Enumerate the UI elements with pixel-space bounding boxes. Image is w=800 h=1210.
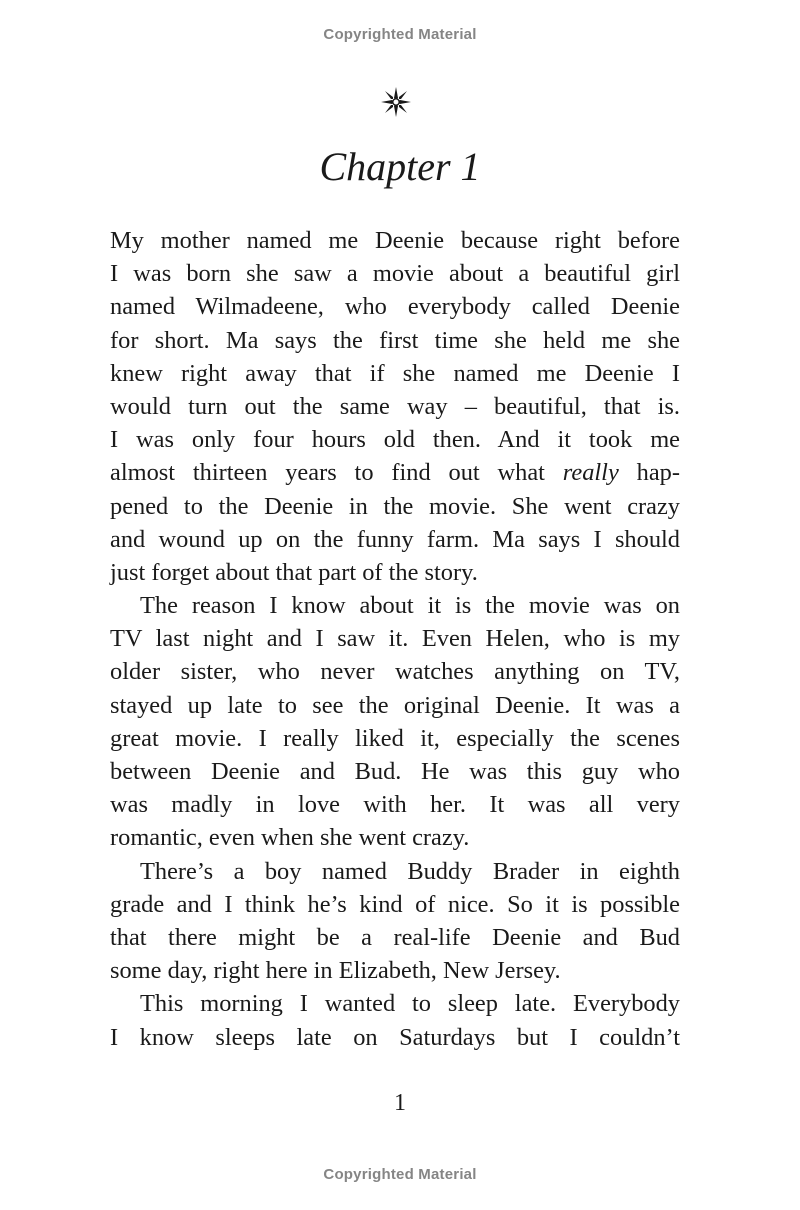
- text-line: My mother named me Deenie because right before: [110, 227, 680, 254]
- compass-star-icon: [381, 87, 411, 117]
- text-line: I was only four hours old then. And it took me: [110, 426, 680, 454]
- text-line: This morning I wanted to sleep late. Everybody: [140, 990, 680, 1018]
- text-line: grade and I think he’s kind of nice. So it is possible: [110, 890, 680, 918]
- text-line: knew right away that if she named me Deenie I: [110, 359, 680, 387]
- chapter-title: Chapter 1: [319, 144, 481, 189]
- text-line: between Deenie and Bud. He was this guy who: [110, 758, 680, 785]
- text-line: was madly in love with her. It was all very: [110, 791, 680, 819]
- copyright-watermark-bottom: Copyrighted Material: [323, 1166, 477, 1183]
- text-line: some day, right here in Elizabeth, New Jersey.: [110, 957, 561, 985]
- text-line: stayed up late to see the original Deenie. It was a: [110, 691, 680, 719]
- text-line: I was born she saw a movie about a beautiful girl: [110, 260, 680, 288]
- text-line: romantic, even when she went crazy.: [110, 824, 470, 852]
- text-line: great movie. I really liked it, especially the scenes: [110, 724, 680, 752]
- text-line: and wound up on the funny farm. Ma says I should: [110, 525, 680, 553]
- italic-emphasis: really: [562, 459, 619, 487]
- text-line: older sister, who never watches anything on TV,: [110, 658, 680, 686]
- text-line: There’s a boy named Buddy Brader in eighth: [140, 857, 680, 885]
- text-line: just forget about that part of the story.: [110, 558, 478, 586]
- copyright-watermark-top: Copyrighted Material: [323, 26, 477, 43]
- text-line: for short. Ma says the first time she held me she: [110, 326, 680, 354]
- text-segment: hap-: [618, 459, 680, 487]
- text-line: TV last night and I saw it. Even Helen, who is my: [110, 625, 680, 653]
- text-line: I know sleeps late on Saturdays but I couldn’t: [110, 1023, 680, 1051]
- chapter-body-text: [110, 224, 680, 1054]
- text-line: pened to the Deenie in the movie. She went crazy: [110, 492, 680, 520]
- text-line: The reason I know about it is the movie was on: [140, 592, 680, 620]
- text-line: [110, 456, 680, 489]
- text-line: would turn out the same way – beautiful, that is.: [110, 392, 680, 420]
- text-segment: almost thirteen years to find out what: [110, 459, 563, 487]
- text-line: named Wilmadeene, who everybody called Deenie: [110, 293, 680, 321]
- page-number: 1: [394, 1090, 406, 1116]
- text-line: that there might be a real-life Deenie and Bud: [110, 923, 680, 951]
